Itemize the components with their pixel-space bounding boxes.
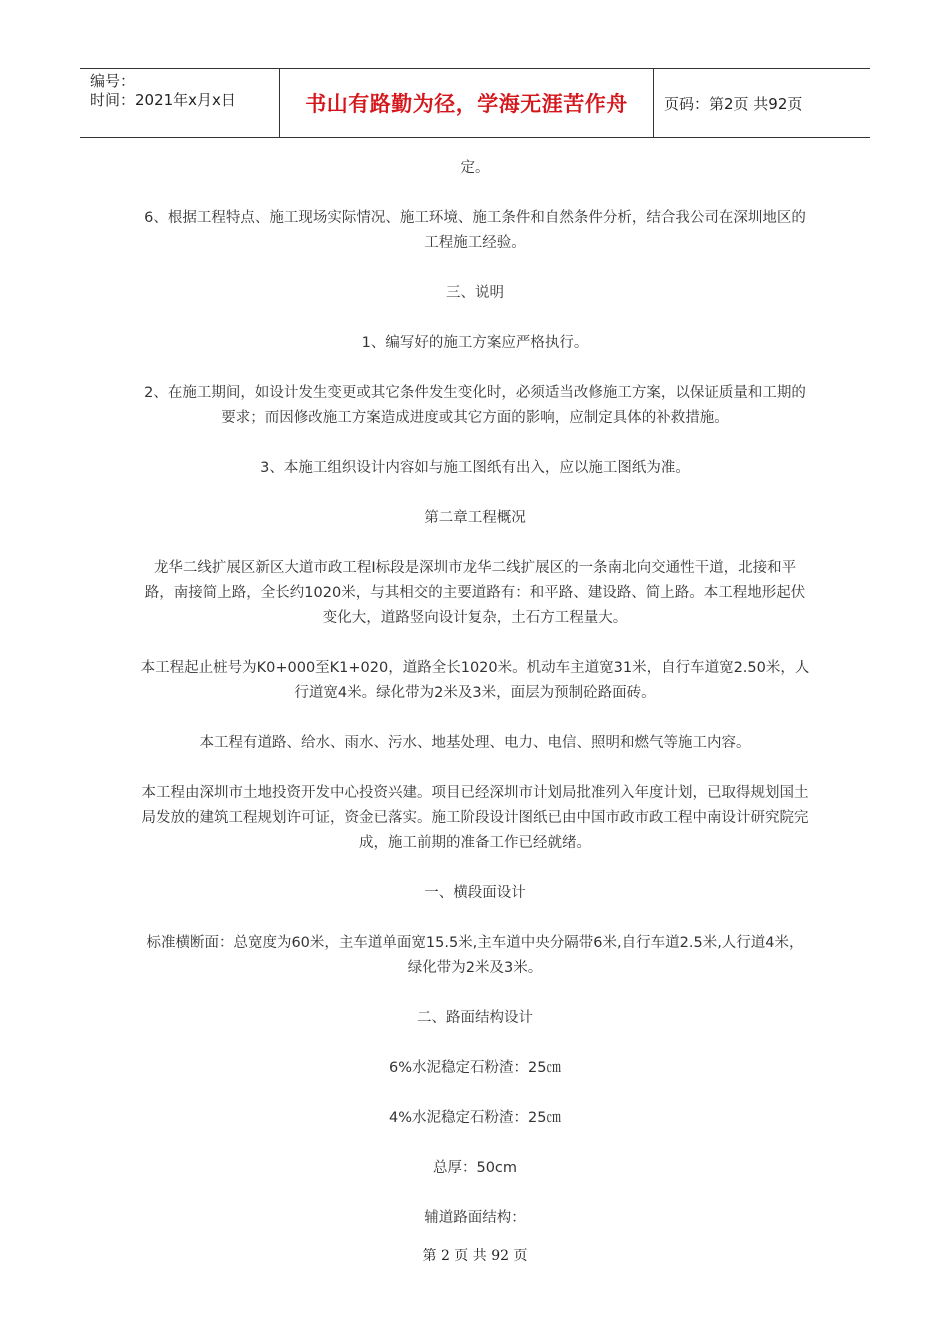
paragraph: 2、在施工期间，如设计发生变更或其它条件发生变化时，必须适当改修施工方案，以保证质量和工期的要求；而因修改施工方案造成进度或其它方面的影响，应制定具体的补救措施。 [144, 385, 806, 426]
page-footer: 第 2 页 共 92 页 [422, 1248, 528, 1264]
section-heading: 三、说明 [446, 285, 504, 301]
page-header [80, 68, 870, 138]
document-body [140, 156, 810, 1256]
paragraph: 本工程有道路、给水、雨水、污水、地基处理、电力、电信、照明和燃气等施工内容。 [199, 735, 751, 751]
header-page-info: 页码：第2页 共92页 [664, 94, 803, 113]
paragraph: 本工程起止桩号为K0+000至K1+020，道路全长1020米。机动车主道宽31米，自行车道宽2.50米，人行道宽4米。绿化带为2米及3米，面层为预制砼路面砖。 [140, 660, 810, 701]
paragraph: 标准横断面：总宽度为60米，主车道单面宽15.5米,主车道中央分隔带6米,自行车道2.5米,人行道4米，绿化带为2米及3米。 [146, 935, 804, 976]
paragraph: 本工程由深圳市土地投资开发中心投资兴建。项目已经深圳市计划局批准列入年度计划，已取得规划国土局发放的建筑工程规划许可证，资金已落实。施工阶段设计图纸已由中国市政市政工程中南设计研究院完成，施工前期的准备工作已经就绪。 [141, 785, 809, 851]
paragraph: 龙华二线扩展区新区大道市政工程Ⅰ标段是深圳市龙华二线扩展区的一条南北向交通性干道，北接和平路，南接简上路，全长约1020米，与其相交的主要道路有：和平路、建设路、简上路。本工程地形起伏变化大，道路竖向设计复杂，土石方工程量大。 [144, 560, 806, 626]
paragraph: 1、编写好的施工方案应严格执行。 [361, 335, 589, 351]
paragraph: 4%水泥稳定石粉渣：25㎝ [389, 1110, 561, 1126]
header-meta [80, 69, 280, 137]
paragraph: 6、根据工程特点、施工现场实际情况、施工环境、施工条件和自然条件分析，结合我公司在深圳地区的工程施工经验。 [144, 210, 806, 251]
document-number-label: 编号： [90, 72, 136, 90]
paragraph: 辅道路面结构： [424, 1210, 526, 1226]
section-heading: 一、横段面设计 [424, 885, 526, 901]
paragraph: 3、本施工组织设计内容如与施工图纸有出入，应以施工图纸为准。 [260, 460, 690, 476]
header-motto: 书山有路勤为径，学海无涯苦作舟 [280, 69, 654, 137]
paragraph: 6%水泥稳定石粉渣：25㎝ [389, 1060, 561, 1076]
section-heading: 二、路面结构设计 [417, 1010, 533, 1026]
paragraph: 总厚：50cm [432, 1160, 518, 1176]
paragraph: 定。 [460, 160, 490, 176]
chapter-heading: 第二章工程概况 [424, 510, 526, 526]
document-date: 时间：2021年x月x日 [90, 91, 236, 109]
